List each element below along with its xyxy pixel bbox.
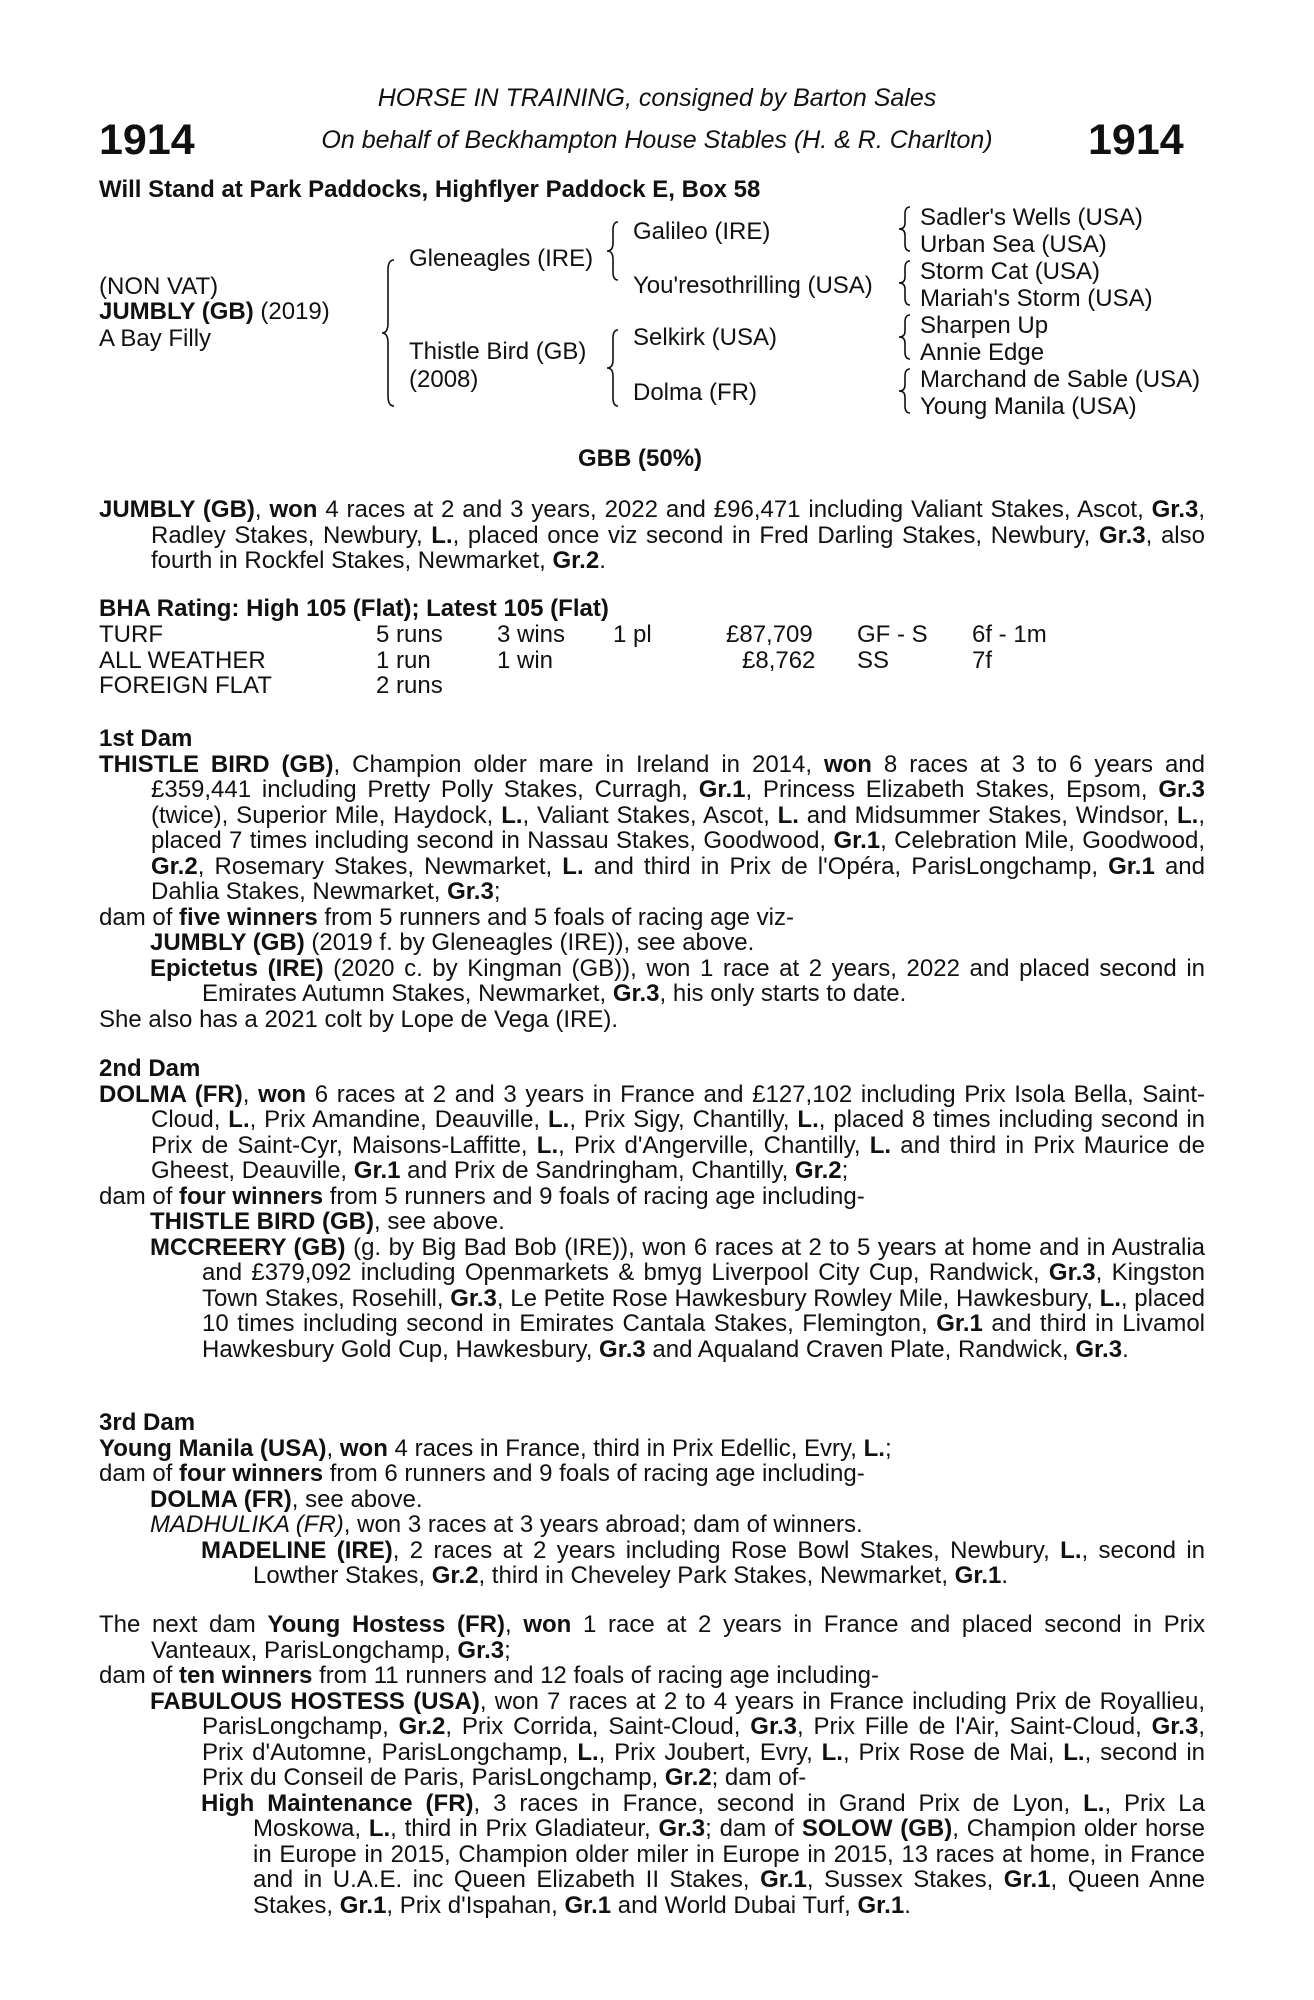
prize-cell: £87,709 (726, 621, 813, 648)
text-run: , placed 10 times including second in Emirates Cantala Stakes, Flemington, (202, 1284, 1206, 1337)
text-run: MADHULIKA (FR) (150, 1511, 344, 1538)
text-run: ; (493, 878, 501, 905)
text-run: Gr.1 (353, 1157, 401, 1184)
text-run: won (258, 1080, 307, 1108)
text-run: DOLMA (FR) (150, 1485, 292, 1513)
text-run: , Kingston Town Stakes, Rosehill, (202, 1259, 1205, 1312)
text-run: , 2 races at 2 years including Rose Bowl Stakes, Newbury, (392, 1536, 1061, 1564)
race-record-table (99, 622, 1209, 699)
text-run: L. (1063, 1738, 1085, 1766)
text-run: ten winners (179, 1662, 313, 1689)
dam-dam: Dolma (FR) (633, 379, 757, 406)
text-run: Gr.3 (457, 1636, 505, 1664)
dam-of-line (99, 1184, 1205, 1210)
text-run: , second in Lowther Stakes, (253, 1536, 1205, 1589)
summary-horse-name: JUMBLY (GB) (99, 496, 255, 523)
text-run: dam of (99, 1662, 180, 1689)
text-run: from 5 runners and 9 foals of racing age including- (323, 1182, 865, 1210)
text-run: , Prix Joubert, Evry, (598, 1738, 822, 1766)
gen3-6: Annie Edge (920, 339, 1045, 366)
text-run: L. (562, 852, 584, 880)
text-run: , second in Prix du Conseil de Paris, ParisLongchamp, (202, 1738, 1206, 1791)
won-label: won (269, 496, 318, 523)
text-run: FABULOUS HOSTESS (USA) (150, 1687, 480, 1715)
text-run: Gr.3 (612, 980, 660, 1007)
text-run: , won 7 races at 2 to 4 years in France including Prix de Royallieu, ParisLongchamp, (202, 1687, 1205, 1740)
summary-paragraph: JUMBLY (GB), won 4 races at 2 and 3 years, 2022 and £96,471 including Valiant Stakes, Ascot, Gr.3, Radley Stakes, Newbury, L., placed once viz second in Fred Darling Stakes, Newbury, Gr.3, also fourth in Rockfel Stakes, Newmarket, Gr.2. (99, 496, 1206, 574)
text-run: , Prix La Moskowa, (253, 1789, 1206, 1842)
gen3-7: Marchand de Sable (USA) (920, 366, 1201, 393)
text-run: ; dam of- (711, 1764, 807, 1791)
text-run: dam of (99, 1182, 180, 1210)
text-run: L. (863, 1434, 885, 1462)
text-run: . (1001, 1562, 1009, 1589)
text-run: , Prix Rose de Mai, (842, 1738, 1064, 1766)
text-run: Gr.3 (1151, 1713, 1199, 1740)
text-run: and Aqualand Craven Plate, Randwick, (645, 1335, 1076, 1363)
text-run: , Sussex Stakes, (806, 1866, 1004, 1893)
text-run: and third in Prix de l'Opéra, ParisLongchamp, (583, 852, 1109, 880)
gen3-5: Sharpen Up (920, 312, 1049, 339)
text-run: , placed 7 times including second in Nassau Stakes, Goodwood, (151, 801, 1205, 854)
brace-selkirk (896, 313, 916, 363)
text-run: The next dam (99, 1611, 268, 1638)
distance-cell: 7f (972, 646, 993, 674)
runs-cell: 1 run (376, 646, 431, 674)
text-run: L. (548, 1106, 570, 1133)
lot-number-left: 1914 (99, 116, 195, 164)
text-run: , Prix d'Angerville, Chantilly, (558, 1131, 870, 1159)
second-dam-section (99, 1056, 1205, 1362)
summary-text: , Radley Stakes, Newbury, (151, 496, 1206, 549)
wins-cell: 3 wins (497, 621, 566, 648)
text-run: , Prix Corrida, Saint-Cloud, (445, 1713, 751, 1740)
text-run: L. (228, 1106, 250, 1133)
text-run: MADELINE (IRE) (201, 1536, 393, 1564)
wins-cell: 1 win (497, 646, 554, 674)
text-run: five winners (179, 903, 318, 931)
text-run: , Celebration Mile, Goodwood, (880, 827, 1205, 854)
produce-entry (99, 1487, 1205, 1513)
grade-label: Gr.2 (552, 547, 600, 574)
text-run: High Maintenance (FR) (201, 1789, 474, 1817)
vat-status: (NON VAT) (99, 273, 219, 300)
text-run: (2020 c. by Kingman (GB)), won 1 race at 2 years, 2022 and placed second in Emirates Autumn Stakes, Newmarket, (202, 954, 1205, 1007)
grade-label: Gr.3 (1151, 496, 1199, 523)
text-run: Gr.3 (450, 1284, 497, 1312)
consignor-line: HORSE IN TRAINING, consigned by Barton Sales (377, 84, 937, 112)
text-run: , Prix Sigy, Chantilly, (569, 1106, 798, 1133)
text-run: four winners (179, 1182, 324, 1210)
lot-number-right: 1914 (1088, 116, 1184, 164)
text-run: and third in Prix Maurice de Gheest, Deauville, (151, 1131, 1205, 1184)
text-run: , (242, 1080, 259, 1108)
dam-name: THISTLE BIRD (GB) (99, 750, 334, 778)
grade-label: Gr.3 (1098, 521, 1146, 549)
surface-cell: ALL WEATHER (99, 646, 266, 674)
text-run: JUMBLY (GB) (150, 929, 305, 956)
text-run: (twice), Superior Mile, Haydock, (151, 801, 502, 829)
text-run: from 11 runners and 12 foals of racing age including- (312, 1662, 879, 1689)
text-run: , Champion older mare in Ireland in 2014, (333, 750, 824, 778)
produce-entry (99, 930, 1205, 956)
summary-text: . (599, 547, 606, 574)
going-cell: SS (857, 646, 890, 674)
text-run: Gr.1 (954, 1562, 1002, 1589)
text-run: Gr.1 (936, 1310, 983, 1337)
text-run: Gr.2 (398, 1713, 446, 1740)
foal-note: She also has a 2021 colt by Lope de Vega (IRE). (99, 1005, 619, 1033)
text-run: L. (797, 1106, 819, 1133)
location-line: Will Stand at Park Paddocks, Highflyer Paddock E, Box 58 (99, 176, 761, 203)
text-run: ; (841, 1157, 849, 1184)
text-run: Gr.1 (857, 1891, 905, 1919)
horse-description: A Bay Filly (99, 325, 212, 352)
text-run: L. (501, 801, 523, 829)
text-run: L. (536, 1131, 559, 1159)
text-run: , third in Prix Gladiateur, (390, 1815, 659, 1842)
produce-entry (99, 1689, 1205, 1791)
first-dam-section (99, 726, 1205, 1032)
section-heading: 1st Dam (99, 725, 193, 752)
first-dam-record (99, 752, 1205, 905)
text-run: Gr.3 (1158, 776, 1206, 803)
text-run: Gr.1 (1003, 1866, 1051, 1893)
text-run: , see above. (291, 1485, 423, 1513)
text-run: , Rosemary Stakes, Newmarket, (197, 852, 563, 880)
second-dam-record (99, 1082, 1205, 1184)
produce-entry (99, 1235, 1205, 1363)
text-run: , Valiant Stakes, Ascot, (522, 801, 778, 829)
surface-cell: FOREIGN FLAT (99, 672, 272, 699)
vendor-line: On behalf of Beckhampton House Stables (H. & R. Charlton) (321, 126, 993, 154)
text-run: (g. by Big Bad Bob (IRE)), won 6 races at 2 to 5 years at home and in Australia and £379,092 including Openmarkets & bmyg Liverpool City Cup, Randwick, (202, 1233, 1206, 1286)
text-run: Gr.3 (1075, 1335, 1123, 1363)
text-run: , Le Petite Rose Hawkesbury Rowley Mile, Hawkesbury, (496, 1284, 1100, 1312)
table-row (99, 622, 1209, 648)
dam-of-line (99, 1663, 1205, 1689)
gen3-1: Sadler's Wells (USA) (920, 204, 1143, 231)
text-run: , placed 8 times including second in Prix de Saint-Cyr, Maisons-Laffitte, (151, 1106, 1206, 1159)
text-run: THISTLE BIRD (GB) (150, 1208, 374, 1235)
text-run: from 6 runners and 9 foals of racing age including- (323, 1460, 865, 1487)
text-run: Gr.2 (151, 852, 198, 880)
bha-rating: BHA Rating: High 105 (Flat); Latest 105 (Flat) (99, 595, 609, 622)
section-heading: 3rd Dam (99, 1409, 196, 1436)
produce-entry (99, 1538, 1205, 1589)
next-dam-section (99, 1612, 1205, 1918)
text-run: SOLOW (GB) (801, 1815, 953, 1842)
text-run: L. (577, 1738, 599, 1766)
text-run: ; (884, 1434, 892, 1462)
brace-gen1 (380, 258, 400, 408)
text-run: , Champion older horse in Europe in 2015, Champion older miler in Europe in 2015, 13 races at home, in France and in U.A.E. inc Queen Elizabeth II Stakes, (253, 1815, 1206, 1893)
text-run: Gr.1 (1108, 852, 1155, 880)
produce-entry (99, 956, 1205, 1007)
table-row (99, 648, 1209, 674)
gen3-2: Urban Sea (USA) (920, 231, 1107, 258)
table-row (99, 673, 1209, 699)
gbb-percentage: GBB (50%) (578, 445, 703, 472)
text-run: , (326, 1434, 340, 1462)
brace-galileo (896, 205, 916, 255)
brace-dolma (896, 367, 916, 417)
text-run: , Queen Anne Stakes, (253, 1866, 1205, 1919)
dam-year: (2008) (409, 366, 479, 393)
text-run: , won 3 races at 3 years abroad; dam of winners. (343, 1511, 863, 1538)
text-run: ; dam of (705, 1815, 802, 1842)
text-run: won (339, 1434, 388, 1462)
brace-yourself (896, 259, 916, 309)
text-run: Gr.2 (794, 1157, 842, 1184)
summary-text: 4 races at 2 and 3 years, 2022 and £96,471 including Valiant Stakes, Ascot, (317, 496, 1152, 523)
text-run: Gr.3 (447, 878, 494, 905)
text-run: and third in Livamol Hawkesbury Gold Cup, Hawkesbury, (202, 1310, 1205, 1363)
text-run: Gr.1 (760, 1866, 807, 1893)
text-run: , see above. (373, 1208, 505, 1235)
text-run: from 5 runners and 5 foals of racing age viz- (317, 903, 795, 931)
next-dam-record (99, 1612, 1205, 1663)
produce-entry (99, 1512, 1205, 1538)
third-dam-section (99, 1410, 1205, 1589)
text-run: L. (777, 801, 799, 829)
produce-entry (99, 1209, 1205, 1235)
text-run: , 3 races in France, second in Grand Prix de Lyon, (473, 1789, 1084, 1817)
text-run: L. (821, 1738, 843, 1766)
text-run: Gr.3 (658, 1815, 706, 1842)
dam-name: DOLMA (FR) (99, 1080, 243, 1108)
text-run: Gr.1 (564, 1891, 612, 1919)
runs-cell: 2 runs (376, 672, 443, 699)
text-run: and World Dubai Turf, (611, 1891, 858, 1919)
text-run: 4 races in France, third in Prix Edellic, Evry, (387, 1434, 864, 1462)
gen3-8: Young Manila (USA) (920, 393, 1137, 420)
text-run: Gr.1 (833, 827, 881, 854)
dam-sire: Selkirk (USA) (633, 324, 778, 351)
text-run: , Prix d'Ispahan, (386, 1891, 565, 1919)
text-run: Gr.3 (1048, 1259, 1096, 1286)
text-run: , his only starts to date. (659, 980, 907, 1007)
produce-entry (99, 1791, 1205, 1919)
text-run: and Dahlia Stakes, Newmarket, (151, 852, 1205, 905)
text-run: 6 races at 2 and 3 years in France and £127,102 including Prix Isola Bella, Saint-Cloud, (151, 1080, 1205, 1133)
dam-of-line (99, 905, 1205, 931)
third-dam-record (99, 1436, 1205, 1462)
text-run: Gr.2 (431, 1562, 479, 1589)
sire-sire: Galileo (IRE) (633, 218, 771, 245)
runs-cell: 5 runs (376, 621, 443, 648)
text-run: Gr.3 (599, 1335, 646, 1363)
horse-name-line (99, 299, 330, 325)
text-run: Gr.2 (664, 1764, 712, 1791)
places-cell: 1 pl (613, 621, 652, 648)
text-run: L. (869, 1131, 892, 1159)
text-run: and Midsummer Stakes, Windsor, (798, 801, 1177, 829)
text-run: , (504, 1611, 524, 1638)
sire-dam: You'resothrilling (USA) (633, 272, 873, 299)
text-run: , third in Cheveley Park Stakes, Newmarket, (478, 1562, 955, 1589)
text-run: , Princess Elizabeth Stakes, Epsom, (745, 776, 1159, 803)
surface-cell: TURF (99, 621, 163, 648)
dam-name: Young Hostess (FR) (267, 1611, 505, 1638)
prize-cell: £8,762 (742, 646, 816, 674)
horse-name: JUMBLY (GB) (99, 298, 254, 325)
section-heading: 2nd Dam (99, 1055, 201, 1082)
text-run: 1 race at 2 years in France and placed second in Prix Vanteaux, ParisLongchamp, (151, 1611, 1205, 1664)
brace-sire (604, 220, 624, 282)
text-run: (2019 f. by Gleneagles (IRE)), see above. (304, 929, 755, 956)
summary-text: , also fourth in Rockfel Stakes, Newmarket, (151, 521, 1205, 574)
text-run: L. (1099, 1284, 1121, 1312)
text-run: , Prix d'Automne, ParisLongchamp, (202, 1713, 1205, 1766)
text-run: L. (1060, 1536, 1082, 1564)
text-run: . (1122, 1335, 1129, 1363)
summary-text: , placed once viz second in Fred Darling Stakes, Newbury, (452, 521, 1099, 549)
text-run: MCCREERY (GB) (150, 1233, 346, 1261)
dam: Thistle Bird (GB) (409, 338, 587, 365)
race-summary (99, 497, 1205, 574)
text-run: Gr.1 (339, 1891, 387, 1919)
text-run: Gr.3 (750, 1713, 797, 1740)
text-run: Gr.1 (698, 776, 746, 803)
horse-year: (2019) (253, 298, 330, 325)
sire: Gleneagles (IRE) (409, 245, 594, 272)
text-run: won (823, 750, 872, 778)
text-run: . (904, 1891, 911, 1919)
text-run: and Prix de Sandringham, Chantilly, (400, 1157, 795, 1184)
text-run: ; (504, 1636, 511, 1664)
text-run: L. (1083, 1789, 1105, 1817)
text-run: L. (368, 1815, 391, 1842)
gen3-4: Mariah's Storm (USA) (920, 285, 1153, 312)
grade-label: L. (431, 521, 453, 549)
text-run: won (523, 1611, 572, 1638)
gen3-3: Storm Cat (USA) (920, 258, 1101, 285)
text-run: L. (1177, 801, 1199, 829)
text-run: dam of (99, 903, 180, 931)
text-run: Epictetus (IRE) (150, 954, 324, 982)
dam-name: Young Manila (USA) (99, 1434, 327, 1462)
text-run: , Prix Amandine, Deauville, (249, 1106, 548, 1133)
text-run: four winners (179, 1460, 324, 1487)
text-run: dam of (99, 1460, 180, 1487)
text-run: 8 races at 3 to 6 years and £359,441 including Pretty Polly Stakes, Curragh, (151, 750, 1205, 803)
going-cell: GF - S (857, 621, 928, 648)
dam-of-line (99, 1461, 1205, 1487)
brace-dam (604, 328, 624, 408)
text-run: , Prix Fille de l'Air, Saint-Cloud, (797, 1713, 1152, 1740)
distance-cell: 6f - 1m (972, 621, 1047, 648)
